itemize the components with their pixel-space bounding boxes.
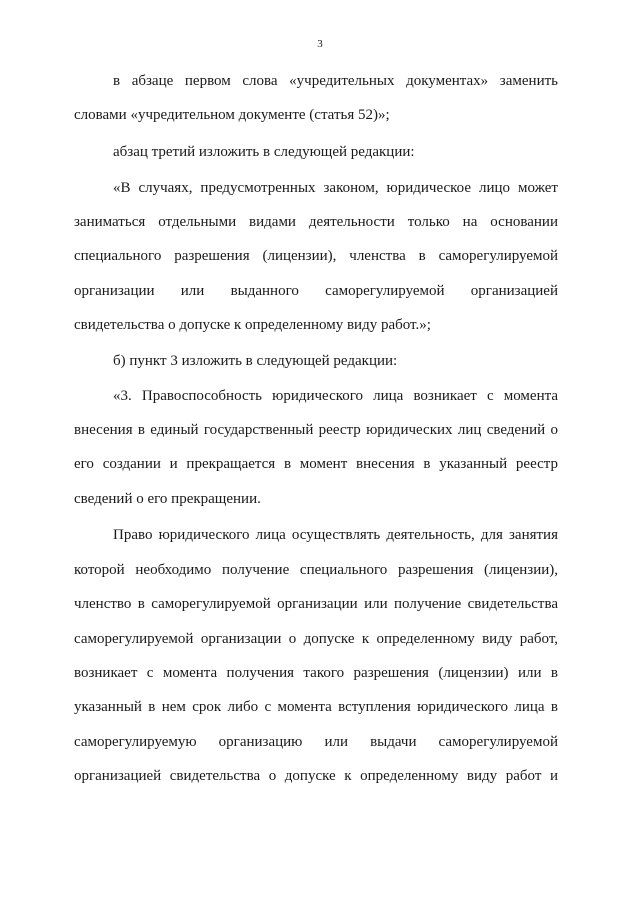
text-line: сведений о его прекращении. <box>74 491 261 507</box>
text-line: саморегулируемую организацию или выдачи саморегулируемой <box>74 734 558 750</box>
text-line: членство в саморегулируемой организации или получение свидетельства <box>74 596 558 612</box>
text-line: б) пункт 3 изложить в следующей редакции: <box>113 353 398 369</box>
text-line: «3. Правоспособность юридического лица возникает с момента <box>113 388 558 404</box>
text-line: абзац третий изложить в следующей редакции: <box>113 144 415 160</box>
text-line: «В случаях, предусмотренных законом, юридическое лицо может <box>113 180 558 196</box>
text-line: Право юридического лица осуществлять деятельность, для занятия <box>113 527 558 543</box>
text-line: возникает с момента получения такого разрешения (лицензии) или в <box>74 665 558 681</box>
page-number: 3 <box>317 38 323 50</box>
text-line: которой необходимо получение специального разрешения (лицензии), <box>74 562 558 578</box>
text-line: заниматься отдельными видами деятельности только на основании <box>74 214 558 230</box>
text-line: организации или выданного саморегулируемой организацией <box>74 283 558 299</box>
text-line: в абзаце первом слова «учредительных документах» заменить <box>113 73 558 89</box>
text-line: саморегулируемой организации о допуске к определенному виду работ, <box>74 631 558 647</box>
text-line: специального разрешения (лицензии), членства в саморегулируемой <box>74 248 558 264</box>
text-line: словами «учредительном документе (статья 52)»; <box>74 107 390 123</box>
text-line: организацией свидетельства о допуске к определенному виду работ и <box>74 768 558 784</box>
text-line: указанный в нем срок либо с момента вступления юридического лица в <box>74 699 558 715</box>
text-line: его создании и прекращается в момент внесения в указанный реестр <box>74 456 558 472</box>
text-line: внесения в единый государственный реестр юридических лиц сведений о <box>74 422 558 438</box>
text-line: свидетельства о допуске к определенному виду работ.»; <box>74 317 431 333</box>
